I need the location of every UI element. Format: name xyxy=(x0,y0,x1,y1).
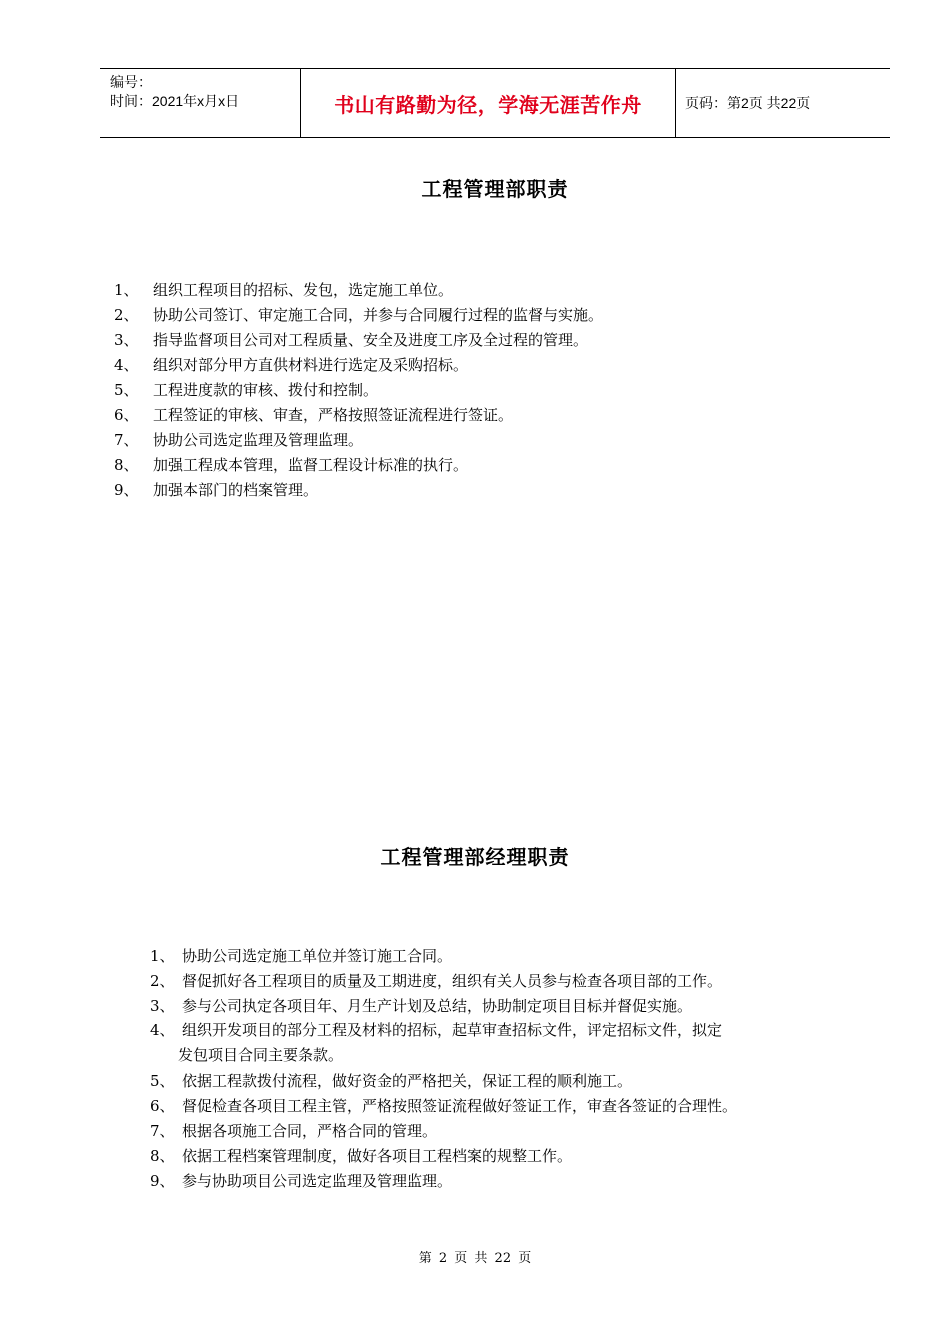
item-number: 6、 xyxy=(150,1097,175,1115)
item-number: 6、 xyxy=(114,406,139,424)
list-item xyxy=(150,968,880,993)
list-item xyxy=(150,993,880,1018)
list-item xyxy=(114,327,603,352)
section2-list xyxy=(150,943,880,1193)
item-text: 协助公司签订、审定施工合同，并参与合同履行过程的监督与实施。 xyxy=(153,306,604,324)
item-text: 根据各项施工合同，严格合同的管理。 xyxy=(182,1122,438,1140)
item-number: 7、 xyxy=(150,1122,175,1140)
header-code: 编号： xyxy=(110,74,152,90)
item-number: 8、 xyxy=(114,456,139,474)
item-text: 参与协助项目公司选定监理及管理监理。 xyxy=(182,1172,453,1190)
document-header xyxy=(100,68,890,138)
item-number: 4、 xyxy=(114,356,139,374)
list-item xyxy=(114,402,603,427)
list-item xyxy=(114,427,603,452)
item-text: 加强本部门的档案管理。 xyxy=(153,481,319,499)
header-time: 时间：2021年x月x日 xyxy=(110,93,240,109)
list-item xyxy=(114,352,603,377)
item-text: 协助公司选定监理及管理监理。 xyxy=(153,431,364,449)
item-number: 2、 xyxy=(150,972,175,990)
item-number: 9、 xyxy=(114,481,139,499)
page-footer: 第 2 页 共 22 页 xyxy=(418,1251,532,1266)
list-item xyxy=(150,1093,880,1118)
header-meta xyxy=(100,69,301,137)
list-item xyxy=(114,277,603,302)
item-text: 督促检查各项目工程主管，严格按照签证流程做好签证工作，审查各签证的合理性。 xyxy=(182,1097,738,1115)
item-number: 3、 xyxy=(150,997,175,1015)
item-number: 3、 xyxy=(114,331,139,349)
item-number: 1、 xyxy=(150,947,175,965)
item-number: 4、 xyxy=(150,1021,175,1039)
list-item xyxy=(150,1018,880,1068)
item-text-continued: 发包项目合同主要条款。 xyxy=(178,1046,344,1064)
header-page-number: 页码：第2页 共22页 xyxy=(685,95,811,111)
list-item xyxy=(150,943,880,968)
item-text: 督促抓好各工程项目的质量及工期进度，组织有关人员参与检查各项目部的工作。 xyxy=(182,972,723,990)
list-item xyxy=(150,1143,880,1168)
item-text: 组织开发项目的部分工程及材料的招标，起草审查招标文件，评定招标文件，拟定 xyxy=(182,1021,723,1039)
section2-title: 工程管理部经理职责 xyxy=(380,845,570,869)
item-number: 1、 xyxy=(114,281,139,299)
item-number: 8、 xyxy=(150,1147,175,1165)
item-text: 依据工程档案管理制度，做好各项目工程档案的规整工作。 xyxy=(182,1147,573,1165)
list-item xyxy=(150,1068,880,1093)
list-item xyxy=(114,452,603,477)
item-text: 指导监督项目公司对工程质量、安全及进度工序及全过程的管理。 xyxy=(153,331,589,349)
item-text: 组织对部分甲方直供材料进行选定及采购招标。 xyxy=(153,356,469,374)
item-number: 7、 xyxy=(114,431,139,449)
item-text: 协助公司选定施工单位并签订施工合同。 xyxy=(182,947,453,965)
item-number: 5、 xyxy=(114,381,139,399)
list-item xyxy=(114,302,603,327)
item-text: 工程签证的审核、审查，严格按照签证流程进行签证。 xyxy=(153,406,514,424)
header-motto: 书山有路勤为径，学海无涯苦作舟 xyxy=(301,69,676,137)
list-item xyxy=(114,377,603,402)
item-text: 工程进度款的审核、拨付和控制。 xyxy=(153,381,379,399)
section1-title: 工程管理部职责 xyxy=(421,177,569,201)
item-text: 加强工程成本管理，监督工程设计标准的执行。 xyxy=(153,456,469,474)
item-text: 组织工程项目的招标、发包，选定施工单位。 xyxy=(153,281,454,299)
item-text: 参与公司执定各项目年、月生产计划及总结，协助制定项目目标并督促实施。 xyxy=(182,997,693,1015)
item-number: 5、 xyxy=(150,1072,175,1090)
list-item xyxy=(150,1118,880,1143)
item-number: 2、 xyxy=(114,306,139,324)
list-item xyxy=(114,477,603,502)
item-text: 依据工程款拨付流程，做好资金的严格把关，保证工程的顺利施工。 xyxy=(182,1072,633,1090)
list-item xyxy=(150,1168,880,1193)
item-number: 9、 xyxy=(150,1172,175,1190)
section1-list xyxy=(114,277,603,502)
